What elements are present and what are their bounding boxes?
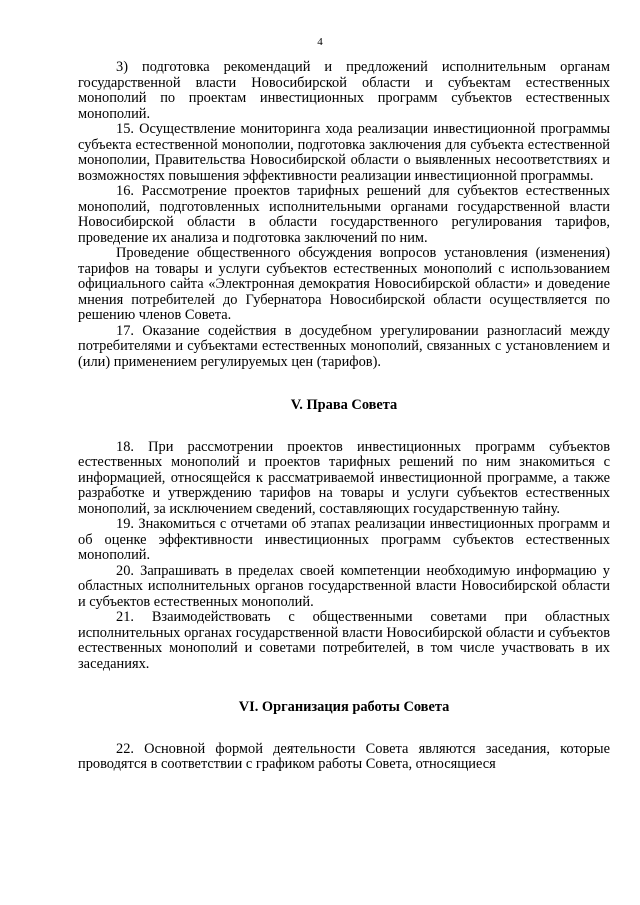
paragraph-16: 16. Рассмотрение проектов тарифных решений для субъектов естественных монополий, подготовленных исполнительными органами государственной власти Новосибирской области в области государственного регулирования тарифов, проведение их анализа и подготовка заключений по ним. (78, 183, 610, 246)
page-number: 4 (317, 36, 323, 48)
document-body (78, 60, 610, 773)
paragraph-18: 18. При рассмотрении проектов инвестиционных программ субъектов естественных монополий и проектов тарифных решений по ним знакомиться с информацией, относящейся к рассматриваемой инвестиционной программе, а также разработке и утверждению тарифов на товары и услуги субъектов естественных монополий, за исключением сведений, составляющих государственную тайну. (78, 438, 610, 517)
paragraph-15: 15. Осуществление мониторинга хода реализации инвестиционной программы субъекта естественной монополии, подготовка заключения для субъекта естественной монополии, Правительства Новосибирской области о выявленных несоответствиях и возможностях повышения эффективности реализации инвестиционной программы. (78, 121, 610, 184)
section-6-heading: VI. Организация работы Совета (238, 699, 450, 715)
paragraph-16-public-discussion: Проведение общественного обсуждения вопросов установления (изменения) тарифов на товары и услуги субъектов естественных монополий с использованием официального сайта «Электронная демократия Новосибирской области» и доведение мнения потребителей до Губернатора Новосибирской области осуществляется по решению членов Совета. (78, 245, 610, 323)
paragraph-20: 20. Запрашивать в пределах своей компетенции необходимую информацию у областных исполнительных органов государственной власти Новосибирской области и субъектов естественных монополий. (78, 562, 610, 610)
paragraph-17: 17. Оказание содействия в досудебном урегулировании разногласий между потребителями и субъектами естественных монополий, связанных с установлением и (или) применением регулируемых цен (тарифов). (78, 322, 610, 370)
paragraph-21: 21. Взаимодействовать с общественными советами при областных исполнительных органах государственной власти Новосибирской области и субъектов естественных монополий и советами потребителей, в том числе участвовать в их заседаниях. (78, 609, 610, 672)
section-5-heading: V. Права Совета (290, 397, 398, 413)
paragraph-19: 19. Знакомиться с отчетами об этапах реализации инвестиционных программ и об оценке эффективности инвестиционных программ субъектов естественных монополий. (78, 516, 610, 563)
paragraph-22: 22. Основной формой деятельности Совета являются заседания, которые проводятся в соответствии с графиком работы Совета, относящиеся (78, 740, 610, 772)
paragraph-3-item: 3) подготовка рекомендаций и предложений исполнительным органам государственной власти Новосибирской области и субъектам естественных монополий по проектам инвестиционных программ субъектов естественных монополий. (78, 59, 610, 122)
